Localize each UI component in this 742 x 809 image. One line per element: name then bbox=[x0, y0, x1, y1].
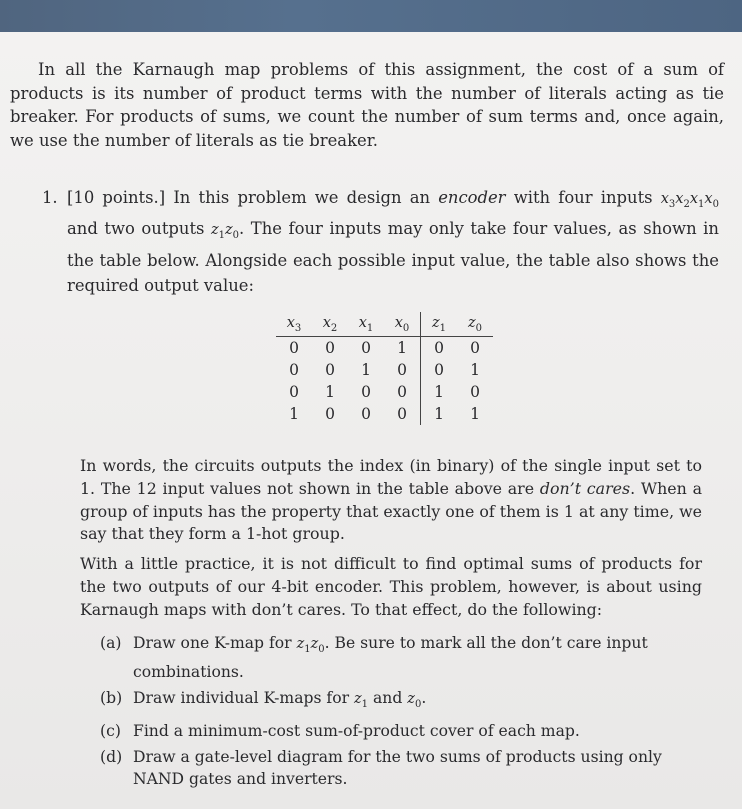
header-z1: $z_1$ bbox=[421, 312, 458, 337]
subparts-list bbox=[100, 632, 700, 794]
list-item: (a) Draw one K-map for $z_1z_0$. Be sure to mark all the don’t care input combinations. bbox=[100, 634, 648, 681]
inputs-variable: $x_3x_2x_1x_0$ bbox=[660, 191, 719, 210]
z1-variable: $z_1$ bbox=[354, 690, 369, 710]
table-cell: 0 bbox=[361, 339, 371, 357]
table-cell: 0 bbox=[397, 405, 407, 423]
table-cell: 0 bbox=[325, 339, 335, 357]
table-cell: 0 bbox=[397, 383, 407, 401]
truth-table bbox=[276, 312, 493, 425]
header-z0: $z_0$ bbox=[457, 312, 493, 337]
list-item: (c) Find a minimum-cost sum-of-product cover of each map. bbox=[100, 721, 580, 740]
header-x0: $x_0$ bbox=[384, 312, 421, 337]
intro-paragraph: In all the Karnaugh map problems of this assignment, the cost of a sum of products is its number of product terms with the number of literals acting as tie breaker. For products of sums, we count the number of sum terms and, once again, we use the number of literals as tie breaker. bbox=[10, 60, 724, 150]
z1z0-variable: $z_1z_0$ bbox=[296, 636, 325, 655]
z0-variable: $z_0$ bbox=[407, 690, 422, 710]
table-cell: 0 bbox=[361, 405, 371, 423]
table-cell: 0 bbox=[289, 339, 299, 357]
table-cell: 0 bbox=[470, 383, 480, 401]
table-cell: 0 bbox=[361, 383, 371, 401]
header-x3: $x_3$ bbox=[276, 312, 312, 337]
top-bar bbox=[0, 0, 742, 32]
list-item: (d) Draw a gate-level diagram for the two sums of products using only NAND gates and inverters. bbox=[100, 747, 662, 788]
outputs-variable: $z_1z_0$ bbox=[211, 222, 240, 242]
explanation-paragraph: In words, the circuits outputs the index (in binary) of the single input set to 1. The 12 input values not shown in the table above are don’t cares. When a group of inputs has the property that exactly one of them is 1 at any time, we say that they form a 1-hot group. bbox=[80, 456, 703, 544]
subpart-label: (a) bbox=[100, 634, 122, 652]
problem-number: 1. bbox=[42, 188, 58, 207]
table-cell: 0 bbox=[325, 361, 335, 379]
instructions-paragraph: With a little practice, it is not difficult to find optimal sums of products for the two outputs of our 4-bit encoder. This problem, however, is about using Karnaugh maps with don’t cares. To that effect, do the following: bbox=[80, 554, 702, 619]
table-row bbox=[276, 403, 493, 425]
table-cell: 1 bbox=[289, 405, 299, 423]
problem-points: [10 points.] bbox=[67, 188, 166, 207]
table-cell: 1 bbox=[397, 339, 407, 357]
truth-table-header bbox=[276, 312, 493, 337]
table-cell: 0 bbox=[289, 383, 299, 401]
table-cell: 1 bbox=[470, 405, 480, 423]
table-cell: 0 bbox=[421, 359, 458, 381]
table-cell: 0 bbox=[421, 337, 458, 360]
problem-statement: [10 points.] In this problem we design an encoder with four inputs $x_3x_2x_1x_0$ and two outputs $z_1z_0$. The four inputs may only take four values, as shown in the table below. Alongside each possible input value, the table also shows the required output value: bbox=[67, 188, 719, 295]
table-cell: 0 bbox=[470, 339, 480, 357]
subpart-label: (c) bbox=[100, 721, 121, 740]
emphasis-encoder: encoder bbox=[438, 188, 506, 207]
table-cell: 1 bbox=[361, 361, 371, 379]
emphasis-dont-cares: don’t cares bbox=[539, 478, 631, 498]
list-item: (b) Draw individual K-maps for $z_1$ and $z_0$. bbox=[100, 688, 427, 710]
table-cell: 1 bbox=[325, 383, 335, 401]
header-x1: $x_1$ bbox=[348, 312, 384, 337]
header-x2: $x_2$ bbox=[312, 312, 348, 337]
table-row bbox=[276, 381, 493, 403]
table-cell: 1 bbox=[421, 381, 458, 403]
table-cell: 0 bbox=[397, 361, 407, 379]
table-cell: 1 bbox=[470, 361, 480, 379]
table-row bbox=[276, 337, 493, 360]
table-cell: 0 bbox=[325, 405, 335, 423]
subpart-label: (d) bbox=[100, 747, 123, 766]
table-cell: 1 bbox=[421, 403, 458, 425]
table-row bbox=[276, 359, 493, 381]
table-cell: 0 bbox=[289, 361, 299, 379]
subpart-label: (b) bbox=[100, 688, 123, 707]
